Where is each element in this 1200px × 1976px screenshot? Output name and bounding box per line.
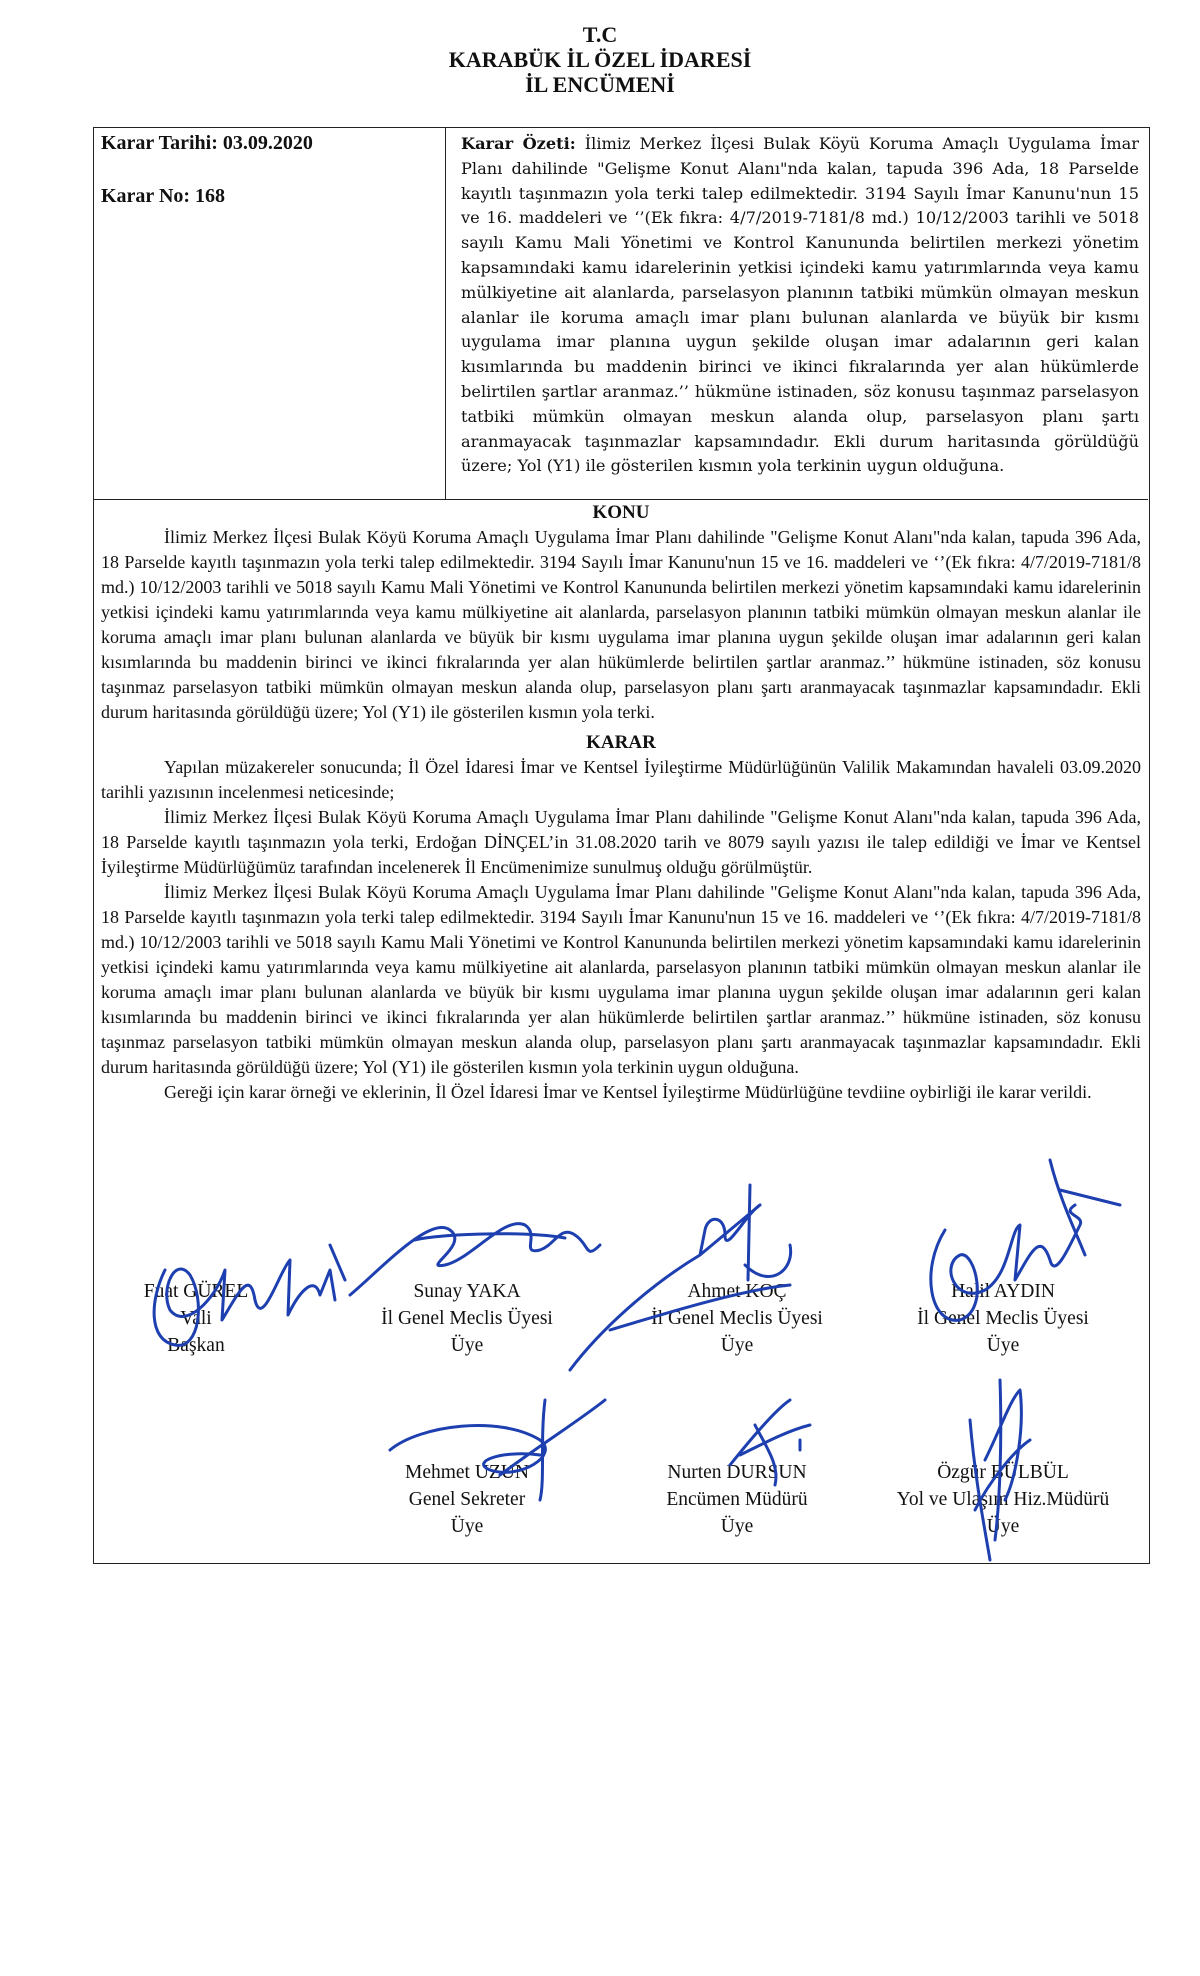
karar-paragraph-1: Yapılan müzakereler sonucunda; İl Özel İdaresi İmar ve Kentsel İyileştirme Müdürlüğünün Valilik Makamından havaleli 03.09.2020 tarihli yazısının incelenmesi neticesinde; xyxy=(101,757,1141,802)
signatory-6 xyxy=(597,1459,877,1540)
signatory-title: Genel Sekreter xyxy=(408,1489,526,1510)
signatory-role: Üye xyxy=(986,1335,1020,1356)
signatory-title: İl Genel Meclis Üyesi xyxy=(381,1308,553,1329)
signatory-name: Halil AYDIN xyxy=(951,1281,1055,1302)
karar-paragraph-3: İlimiz Merkez İlçesi Bulak Köyü Koruma Amaçlı Uygulama İmar Planı dahilinde "Gelişme Konut Alanı"nda kalan, tapuda 396 Ada, 18 Parselde kayıtlı taşınmazın yola terki talep edilmektedir. 3194 Sayılı İmar Kanunu'nun 15 ve 16. maddeleri ve ‘’(Ek fıkra: 4/7/2019-7181/8 md.) 10/12/2003 tarihli ve 5018 sayılı Kamu Mali Yönetimi ve Kontrol Kanununda belirtilen merkezi yönetim kapsamındaki kamu idarelerinin yetkisi içindeki kamu yatırımlarında veya kamu mülkiyetine ait alanlarda, parselasyon planının tatbiki mümkün olmayan meskun alanlar ile koruma amaçlı imar planı bulunan alanlarda ve büyük bir kısmı uygulama imar planına uygun şekilde oluşan imar adalarının geri kalan kısımlarında bu maddenin birinci ve ikinci fıkralarında yer alan hükümlerde belirtilen şartlar aranmaz.’’ hükmüne istinaden, söz konusu taşınmaz parselasyon tatbiki mümkün olmayan meskun alanda olup, parselasyon planı şartı aranmayacak taşınmazlar kapsamındadır. Ekli durum haritasında görüldüğü üzere; Yol (Y1) ile gösterilen kısmın yola terkinin uygun olduğuna. xyxy=(101,882,1141,1077)
signatory-title: Encümen Müdürü xyxy=(666,1489,808,1510)
signatory-role: Üye xyxy=(720,1516,754,1537)
document-header xyxy=(0,22,1200,97)
summary-label: Karar Özeti: xyxy=(461,134,576,153)
signatory-2 xyxy=(327,1278,607,1359)
karar-paragraph-2: İlimiz Merkez İlçesi Bulak Köyü Koruma Amaçlı Uygulama İmar Planı dahilinde "Gelişme Konut Alanı"nda kalan, tapuda 396 Ada, 18 Parselde kayıtlı taşınmazın yola terki, Erdoğan DİNÇEL’in 31.08.2020 tarih ve 8079 sayılı yazısı ile talep edildiği ve İmar ve Kentsel İyileştirme Müdürlüğümüz tarafından incelenerek İl Encümenimize sunulmuş olduğu görülmüştür. xyxy=(101,807,1141,877)
signatory-name: Mehmet UZUN xyxy=(404,1462,530,1483)
summary-text: İlimiz Merkez İlçesi Bulak Köyü Koruma Amaçlı Uygulama İmar Planı dahilinde "Gelişme Konut Alanı"nda kalan, tapuda 396 Ada, 18 Parselde kayıtlı taşınmazın yola terki talep edilmektedir. 3194 Sayılı İmar Kanunu'nun 15 ve 16. maddeleri ve ‘’(Ek fıkra: 4/7/2019-7181/8 md.) 10/12/2003 tarihli ve 5018 sayılı Kamu Mali Yönetimi ve Kontrol Kanununda belirtilen merkezi yönetim kapsamındaki kamu idarelerinin yetkisi içindeki kamu yatırımlarında veya kamu mülkiyetine ait alanlarda, parselasyon planının tatbiki mümkün olmayan meskun alanlar ile koruma amaçlı imar planı bulunan alanlarda ve büyük bir kısmı uygulama imar planına uygun şekilde oluşan imar adalarının geri kalan kısımlarında bu maddenin birinci ve ikinci fıkralarında yer alan hükümlerde belirtilen şartlar aranmaz.’’ hükmüne istinaden, söz konusu taşınmaz parselasyon tatbiki mümkün olmayan meskun alanda olup, parselasyon planı şartı aranmayacak taşınmazlar kapsamındadır. Ekli durum haritasında görüldüğü üzere; Yol (Y1) ile gösterilen kısmın yola terkinin uygun olduğuna. xyxy=(461,134,1139,476)
decision-body xyxy=(101,501,1141,1105)
signatory-title: Vali xyxy=(180,1308,212,1329)
signatory-3 xyxy=(597,1278,877,1359)
signatory-name: Özgür BÜLBÜL xyxy=(937,1462,1069,1483)
signatory-name: Nurten DURSUN xyxy=(667,1462,807,1483)
signatory-role: Üye xyxy=(450,1516,484,1537)
signatory-role: Başkan xyxy=(167,1335,225,1356)
decision-summary xyxy=(461,132,1139,479)
konu-text: İlimiz Merkez İlçesi Bulak Köyü Koruma Amaçlı Uygulama İmar Planı dahilinde "Gelişme Konut Alanı"nda kalan, tapuda 396 Ada, 18 Parselde kayıtlı taşınmazın yola terki talep edilmektedir. 3194 Sayılı İmar Kanunu'nun 15 ve 16. maddeleri ve ‘’(Ek fıkra: 4/7/2019-7181/8 md.) 10/12/2003 tarihli ve 5018 sayılı Kamu Mali Yönetimi ve Kontrol Kanununda belirtilen merkezi yönetim kapsamındaki kamu idarelerinin yetkisi içindeki kamu yatırımlarında veya kamu mülkiyetine ait alanlarda, parselasyon planının tatbiki mümkün olmayan meskun alanlar ile koruma amaçlı imar planı bulunan alanlarda ve büyük bir kısmı uygulama imar planına uygun şekilde oluşan imar adalarının geri kalan kısımlarında bu maddenin birinci ve ikinci fıkralarında yer alan hükümlerde belirtilen şartlar aranmaz.’’ hükmüne istinaden, söz konusu taşınmaz parselasyon tatbiki mümkün olmayan meskun alanda olup, parselasyon planı şartı aranmayacak taşınmazlar kapsamındadır. Ekli durum haritasında görüldüğü üzere; Yol (Y1) ile gösterilen kısmın yola terki. xyxy=(101,527,1141,722)
header-line-1: T.C xyxy=(582,22,618,47)
decision-meta-cell xyxy=(94,128,446,499)
decision-date: Karar Tarihi: 03.09.2020 xyxy=(101,132,313,154)
signatory-7 xyxy=(863,1459,1143,1540)
signatory-name: Sunay YAKA xyxy=(413,1281,521,1302)
konu-title: KONU xyxy=(592,502,650,523)
signatory-role: Üye xyxy=(720,1335,754,1356)
karar-title: KARAR xyxy=(586,732,656,753)
signatory-title: İl Genel Meclis Üyesi xyxy=(651,1308,823,1329)
signatory-name: Ahmet KOÇ xyxy=(687,1281,787,1302)
header-line-3: İL ENCÜMENİ xyxy=(525,72,675,97)
decision-summary-row xyxy=(94,128,1148,500)
karar-paragraph-4: Gereği için karar örneği ve eklerinin, İl Özel İdaresi İmar ve Kentsel İyileştirme Müdürlüğüne tevdiine oybirliği ile karar verildi. xyxy=(164,1082,1092,1102)
signatory-name: Fuat GÜREL xyxy=(143,1281,249,1302)
decision-number: Karar No: 168 xyxy=(101,185,226,207)
signatory-title: Yol ve Ulaşım Hiz.Müdürü xyxy=(896,1489,1110,1510)
signatory-role: Üye xyxy=(986,1516,1020,1537)
signatory-role: Üye xyxy=(450,1335,484,1356)
signatory-1 xyxy=(56,1278,336,1359)
header-line-2: KARABÜK İL ÖZEL İDARESİ xyxy=(448,47,752,72)
signatory-5 xyxy=(327,1459,607,1540)
signatory-4 xyxy=(863,1278,1143,1359)
signatory-title: İl Genel Meclis Üyesi xyxy=(917,1308,1089,1329)
